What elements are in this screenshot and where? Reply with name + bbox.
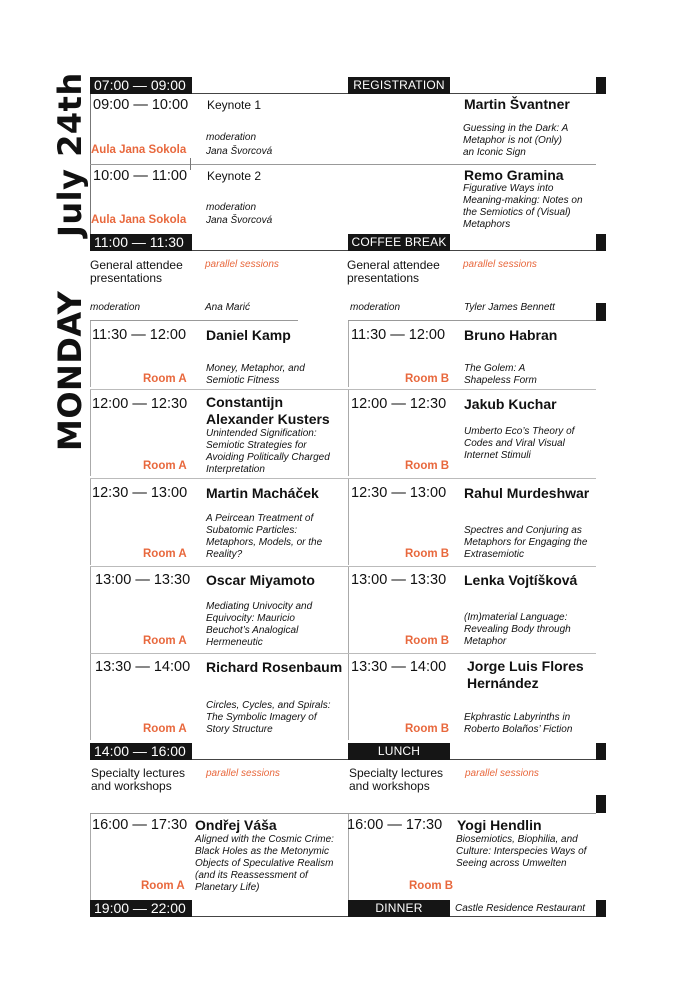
s2-time-b: 12:00 — 12:30 — [351, 396, 447, 412]
mod-left-name: Ana Marić — [205, 302, 251, 313]
specialty-right: Specialty lectures and workshops — [349, 766, 444, 793]
keynote2-moderator: Jana Švorcová — [206, 215, 273, 226]
s5-talk-a: Circles, Cycles, and Spirals: The Symbolic Imagery of Story Structure — [206, 700, 331, 735]
s6-time-a: 16:00 — 17:30 — [92, 817, 188, 833]
keynote1-talk: Guessing in the Dark: A Metaphor is not (Only) an Iconic Sign — [463, 123, 568, 158]
parallel-right-2: parallel sessions — [465, 768, 539, 779]
general-right: General attendee presentations — [347, 258, 440, 285]
s6-room-a: Room A — [141, 880, 185, 892]
mod-right-label: moderation — [350, 302, 401, 313]
date-vertical: July 24th — [51, 72, 89, 237]
s6-room-b: Room B — [409, 880, 454, 892]
keynote2-time: 10:00 — 11:00 — [93, 168, 188, 184]
keynote1-title: Keynote 1 — [207, 98, 262, 112]
mod-right-name: Tyler James Bennett — [464, 302, 555, 313]
keynote2-room: Aula Jana Sokola — [91, 214, 187, 226]
s3-talk-b: Spectres and Conjuring as Metaphors for Engaging the Extrasemiotic — [464, 525, 588, 560]
s1-time-a: 11:30 — 12:00 — [92, 327, 187, 343]
s5-speaker-a: Richard Rosenbaum — [206, 659, 343, 675]
registration-bar: REGISTRATION — [348, 77, 450, 94]
s4-time-a: 13:00 — 13:30 — [95, 572, 191, 588]
keynote2-title: Keynote 2 — [207, 169, 262, 183]
s4-speaker-a: Oscar Miyamoto — [206, 572, 315, 588]
s1-time-b: 11:30 — 12:00 — [351, 327, 446, 343]
s2-speaker-b: Jakub Kuchar — [464, 396, 557, 412]
s2-talk-b: Umberto Eco’s Theory of Codes and Viral Visual Internet Stimuli — [464, 426, 575, 461]
s5-speaker-b: Jorge Luis Flores Hernández — [467, 658, 584, 691]
s5-talk-b: Ekphrastic Labyrinths in Roberto Bolaños’ Fiction — [464, 712, 573, 735]
parallel-left-1: parallel sessions — [205, 259, 279, 270]
s1-talk-a: Money, Metaphor, and Semiotic Fitness — [206, 363, 305, 386]
parallel-right-1: parallel sessions — [463, 259, 537, 270]
time-bar-1400: 14:00 — 16:00 — [90, 743, 192, 760]
s2-room-b: Room B — [405, 460, 450, 472]
s3-time-b: 12:30 — 13:00 — [351, 485, 447, 501]
time-bar-1900: 19:00 — 22:00 — [90, 900, 192, 917]
keynote1-room: Aula Jana Sokola — [91, 144, 187, 156]
keynote2-speaker: Remo Gramina — [464, 167, 564, 183]
s6-speaker-b: Yogi Hendlin — [457, 817, 542, 833]
keynote1-moderator: Jana Švorcová — [206, 146, 273, 157]
s6-speaker-a: Ondřej Váša — [195, 817, 277, 833]
s5-time-a: 13:30 — 14:00 — [95, 659, 191, 675]
s1-speaker-b: Bruno Habran — [464, 327, 558, 343]
s3-room-b: Room B — [405, 548, 450, 560]
s3-speaker-b: Rahul Murdeshwar — [464, 485, 590, 501]
parallel-left-2: parallel sessions — [206, 768, 280, 779]
dinner-bar: DINNER — [348, 900, 450, 917]
s4-speaker-b: Lenka Vojtíšková — [464, 572, 578, 588]
day-vertical: MONDAY — [51, 290, 89, 451]
s4-time-b: 13:00 — 13:30 — [351, 572, 447, 588]
s1-speaker-a: Daniel Kamp — [206, 327, 291, 343]
s3-room-a: Room A — [143, 548, 187, 560]
s2-room-a: Room A — [143, 460, 187, 472]
s4-room-b: Room B — [405, 635, 450, 647]
time-bar-1100: 11:00 — 11:30 — [90, 234, 192, 251]
s1-room-a: Room A — [143, 373, 187, 385]
s3-talk-a: A Peircean Treatment of Subatomic Particles: Metaphors, Models, or the Reality? — [206, 513, 323, 560]
s4-room-a: Room A — [143, 635, 187, 647]
general-left: General attendee presentations — [90, 258, 183, 285]
keynote2-talk: Figurative Ways into Meaning-making: Notes on the Semiotics of (Visual) Metaphors — [463, 183, 583, 230]
lunch-bar: LUNCH — [348, 743, 450, 760]
time-bar-0700: 07:00 — 09:00 — [90, 77, 192, 94]
s3-speaker-a: Martin Macháček — [206, 485, 319, 501]
keynote1-speaker: Martin Švantner — [464, 96, 570, 112]
s2-time-a: 12:00 — 12:30 — [92, 396, 188, 412]
keynote1-time: 09:00 — 10:00 — [93, 97, 189, 113]
s2-speaker-a: Constantijn Alexander Kusters — [206, 394, 330, 427]
specialty-left: Specialty lectures and workshops — [91, 766, 186, 793]
s1-room-b: Room B — [405, 373, 450, 385]
s5-room-a: Room A — [143, 723, 187, 735]
s5-time-b: 13:30 — 14:00 — [351, 659, 447, 675]
s5-room-b: Room B — [405, 723, 450, 735]
s6-talk-a: Aligned with the Cosmic Crime: Black Holes as the Metonymic Objects of Speculative Realism (and its Reassessment of Planetary Life) — [195, 834, 334, 893]
mod-left-label: moderation — [90, 302, 141, 313]
s4-talk-a: Mediating Univocity and Equivocity: Mauricio Beuchot’s Analogical Hermeneutic — [206, 601, 313, 648]
s6-time-b: 16:00 — 17:30 — [347, 817, 443, 833]
s2-talk-a: Unintended Signification: Semiotic Strategies for Avoiding Politically Charged Interpretation — [206, 428, 330, 475]
keynote2-mod-label: moderation — [206, 202, 257, 213]
s1-talk-b: The Golem: A Shapeless Form — [464, 363, 537, 386]
coffee-break-bar: COFFEE BREAK — [348, 234, 450, 251]
s3-time-a: 12:30 — 13:00 — [92, 485, 188, 501]
s6-talk-b: Biosemiotics, Biophilia, and Culture: Interspecies Ways of Seeing across Umwelten — [456, 834, 587, 869]
keynote1-mod-label: moderation — [206, 132, 257, 143]
dinner-location: Castle Residence Restaurant — [455, 903, 586, 914]
s4-talk-b: (Im)material Language: Revealing Body through Metaphor — [464, 612, 571, 647]
